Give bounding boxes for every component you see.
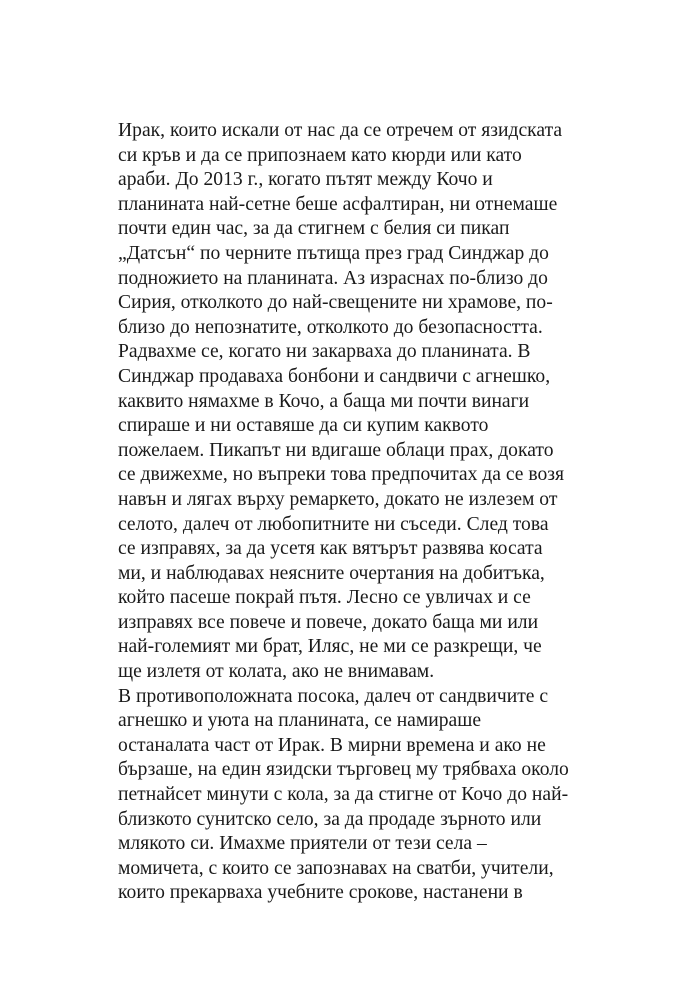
text-line: В противоположната посока, далеч от сандвичите с: [118, 685, 549, 707]
text-line: петнайсет минути с кола, за да стигне от Кочо до най-: [118, 784, 569, 806]
text-line: изправях все повече и повече, докато баща ми или: [118, 611, 539, 633]
text-line: навън и лягах върху ремаркето, докато не излезем от: [118, 488, 558, 510]
text-line: подножието на планината. Аз израснах по-близо до: [118, 267, 548, 289]
text-line: Сирия, отколкото до най-свещените ни храмове, по-: [118, 292, 553, 314]
text-line: които прекарваха учебните срокове, настанени в: [118, 882, 523, 904]
text-line: селото, далеч от любопитните ни съседи. След това: [118, 513, 549, 535]
text-line: който пасеше покрай пътя. Лесно се увличах и се: [118, 587, 531, 609]
text-line: пожелаем. Пикапът ни вдигаше облаци прах, докато: [118, 439, 554, 461]
text-line: останалата част от Ирак. В мирни времена и ако не: [118, 734, 546, 756]
text-line: бързаше, на един язидски търговец му трябваха около: [118, 759, 569, 781]
text-line: „Датсън“ по черните пътища през град Синджар до: [118, 242, 549, 264]
text-line: Радвахме се, когато ни закарваха до планината. В: [118, 341, 531, 363]
text-line: Синджар продаваха бонбони и сандвичи с агнешко,: [118, 365, 551, 387]
body-text: [118, 119, 588, 906]
text-line: ми, и наблюдавах неясните очертания на добитъка,: [118, 562, 545, 584]
text-line: близо до непознатите, отколкото до безопасността.: [118, 316, 543, 338]
text-line: агнешко и уюта на планината, се намираше: [118, 710, 482, 732]
text-line: момичета, с които се запознавах на сватби, учители,: [118, 857, 554, 879]
text-line: се движехме, но въпреки това предпочитах да се возя: [118, 464, 565, 486]
text-line: млякото си. Имахме приятели от тези села –: [118, 833, 487, 855]
text-line: ще излетя от колата, ако не внимавам.: [118, 661, 435, 683]
text-line: Ирак, които искали от нас да се отречем от язидската: [118, 120, 563, 141]
text-line: се изправях, за да усетя как вятърът развява косата: [118, 538, 543, 560]
text-line: каквито нямахме в Кочо, а баща ми почти винаги: [118, 390, 530, 412]
text-line: си кръв и да се припознаем като кюрди или като: [118, 144, 522, 166]
text-line: спираше и ни оставяше да си купим каквото: [118, 415, 489, 437]
text-line: близкото сунитско село, за да продаде зърното или: [118, 808, 542, 830]
text-line: араби. До 2013 г., когато пътят между Кочо и: [118, 169, 493, 191]
text-line: почти един час, за да стигнем с белия си пикап: [118, 218, 510, 240]
text-line: най-големият ми брат, Иляс, не ми се разкрещи, че: [118, 636, 542, 658]
text-line: планината най-сетне беше асфалтиран, ни отнемаше: [118, 193, 558, 215]
